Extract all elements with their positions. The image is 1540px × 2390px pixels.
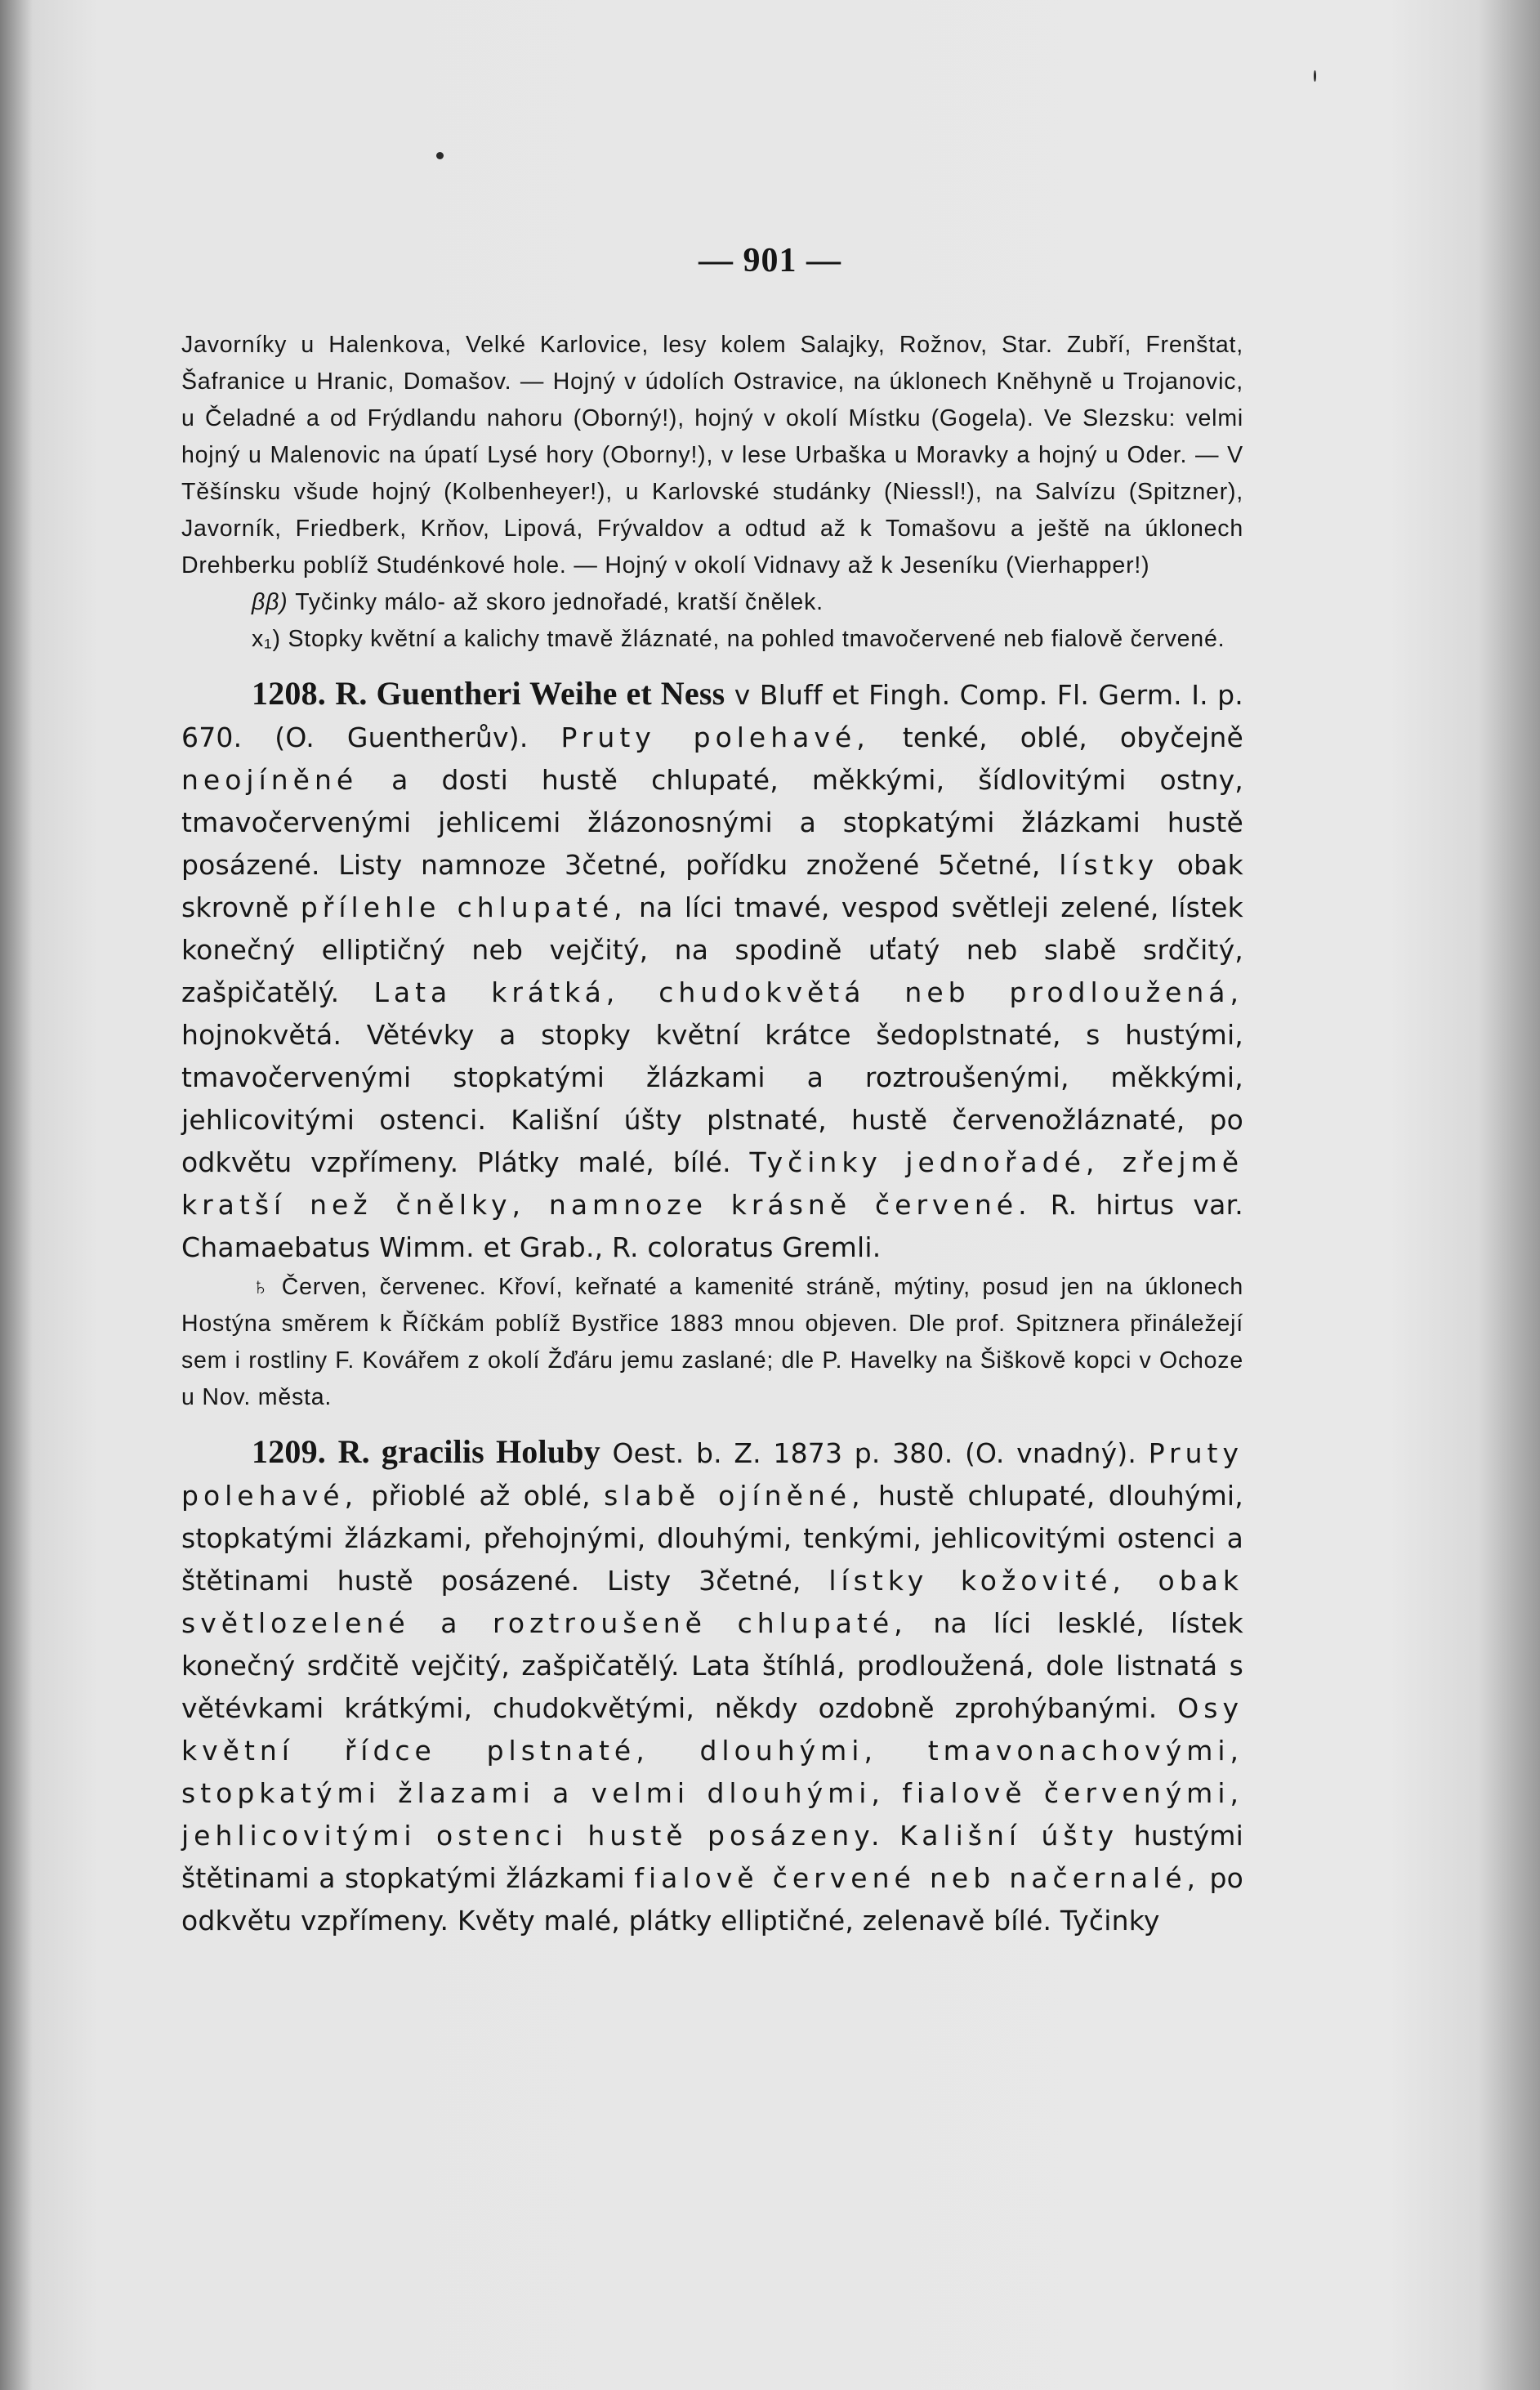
emphasis-text: Kališní úšty [899,1820,1119,1852]
emphasis-text: lístky [1059,849,1159,881]
species-name: R. Guentheri Weihe et Ness [335,675,725,712]
paragraph-form-x1 [181,621,1243,658]
shrub-symbol-icon: ♄ [252,1274,270,1300]
entry-text: na líci lesklé, lístek konečný srdčitě vejčitý, zašpičatělý. Lata štíhlá, prodloužená, dole listnatá s větévkami krátkými, chudokvětými, někdy ozdobně zprohýbanými. [181,1607,1243,1724]
entry-text: Oest. b. Z. 1873 p. 380. (O. vnadný). [612,1437,1137,1469]
entry-text: v Bluff et Fingh. Comp. Fl. Germ. I. p. 670. (O. Guentherův). [181,679,1243,753]
emphasis-text: přílehle chlupaté, [300,891,627,923]
emphasis-text: Lata krátká, chudokvětá neb prodloužená, [373,976,1243,1008]
entry-text: hustě chlupaté, dlouhými, stopkatými žlázkami, přehojnými, dlouhými, tenkými, jehlicovitými ostenci a štětinami hustě posázené. Listy 3četné, [181,1480,1243,1597]
habitat-text: Červen, červenec. Křoví, keřnaté a kamenité stráně, mýtiny, posud jen na úklonech Hostýna směrem k Říčkám poblíž Bystřice 1883 mnou objeven. Dle prof. Spitznera přináležejí sem i rostliny F. Kovářem z okolí Žďáru jemu zaslané; dle P. Havelky na Šiškově kopci v Ochoze u Nov. města. [181,1274,1243,1410]
entry-text: na líci tmavé, vespod světleji zelené, lístek konečný elliptičný neb vejčitý, na spodině uťatý neb slabě srdčitý, zašpičatělý. [181,891,1243,1008]
ink-speck [1314,70,1316,82]
habitat-1208 [181,1269,1243,1416]
page-number: — 901 — [699,242,841,279]
emphasis-text: fialově červené neb načernalé, [634,1862,1201,1894]
page-body [181,327,1243,1942]
variety-marker: ββ) [252,589,288,615]
emphasis-text: Pruty polehavé, [181,1437,1243,1512]
form-marker: x₁) [252,626,281,652]
emphasis-text: Tyčinky jednořadé, zřejmě kratší než čnělky, namnoze krásně červené. [181,1146,1243,1221]
paragraph-localities: Javorníky u Halenkova, Velké Karlovice, lesy kolem Salajky, Rožnov, Star. Zubří, Frenštat, Šafranice u Hranic, Domašov. — Hojný v údolích Ostravice, na úklonech Kněhyně u Trojanovic, u Čeladné a od Frýdlandu nahoru (Oborný!), hojný v okolí Místku (Gogela). Ve Slezsku: velmi hojný u Malenovic na úpatí Lysé hory (Oborny!), v lese Urbaška u Moravky a hojný u Oder. — V Těšínsku všude hojný (Kolbenheyer!), u Karlovské studánky (Niessl!), na Salvízu (Spitzner), Javorník, Friedberk, Krňov, Lipová, Frývaldov a odtud až k Tomašovu a ještě na úklonech Drehberku poblíž Studénkové hole. — Hojný v okolí Vidnavy až k Jeseníku (Vierhapper!) [181,332,1243,579]
emphasis-text: neojíněné [181,764,359,796]
entry-text: po odkvětu vzpřímeny. Květy malé, plátky elliptičné, zelenavě bílé. Tyčinky [181,1862,1243,1937]
ink-speck [436,152,444,159]
emphasis-text: Pruty polehavé, [560,721,870,753]
entry-text: R. hirtus var. Chamaebatus Wimm. et Grab., R. coloratus Gremli. [181,1189,1243,1263]
entry-number: 1209. [252,1433,326,1470]
entry-1208 [181,672,1243,1269]
entry-number: 1208. [252,675,326,712]
entry-text: hojnokvětá. Větévky a stopky květní krátce šedoplstnaté, s hustými, tmavočervenými stopkatými žlázkami a roztroušenými, měkkými, jehlicovitými ostenci. Kališní úšty plstnaté, hustě červenožláznaté, po odkvětu vzpřímeny. Plátky malé, bílé. [181,1019,1243,1178]
emphasis-text: slabě ojíněné, [604,1480,865,1512]
emphasis-text: Osy květní řídce plstnaté, dlouhými, tmavonachovými, stopkatými žlazami a velmi dlouhými, fialově červenými, jehlicovitými ostenci hustě posázeny. [181,1692,1243,1852]
entry-1209 [181,1431,1243,1942]
form-text: Stopky květní a kalichy tmavě žláznaté, na pohled tmavočervené neb fialově červené. [288,626,1225,652]
entry-text: přioblé až oblé, [371,1480,591,1512]
paragraph-variety-beta [181,584,1243,621]
emphasis-text: lístky kožovité, obak světlozelené a roztroušeně chlupaté, [181,1565,1243,1639]
variety-text: Tyčinky málo- až skoro jednořadé, kratší čnělek. [295,589,824,615]
species-name: R. gracilis Holuby [337,1433,600,1470]
entry-text: obak skrovně [181,849,1243,923]
entry-text: a dosti hustě chlupaté, měkkými, šídlovitými ostny, tmavočervenými jehlicemi žlázonosnými a stopkatými žlázkami hustě posázené. Listy namnoze 3četné, pořídku znožené 5četné, [181,764,1243,881]
entry-text: tenké, oblé, obyčejně [902,721,1243,753]
entry-text: hustými štětinami a stopkatými žlázkami [181,1820,1243,1894]
